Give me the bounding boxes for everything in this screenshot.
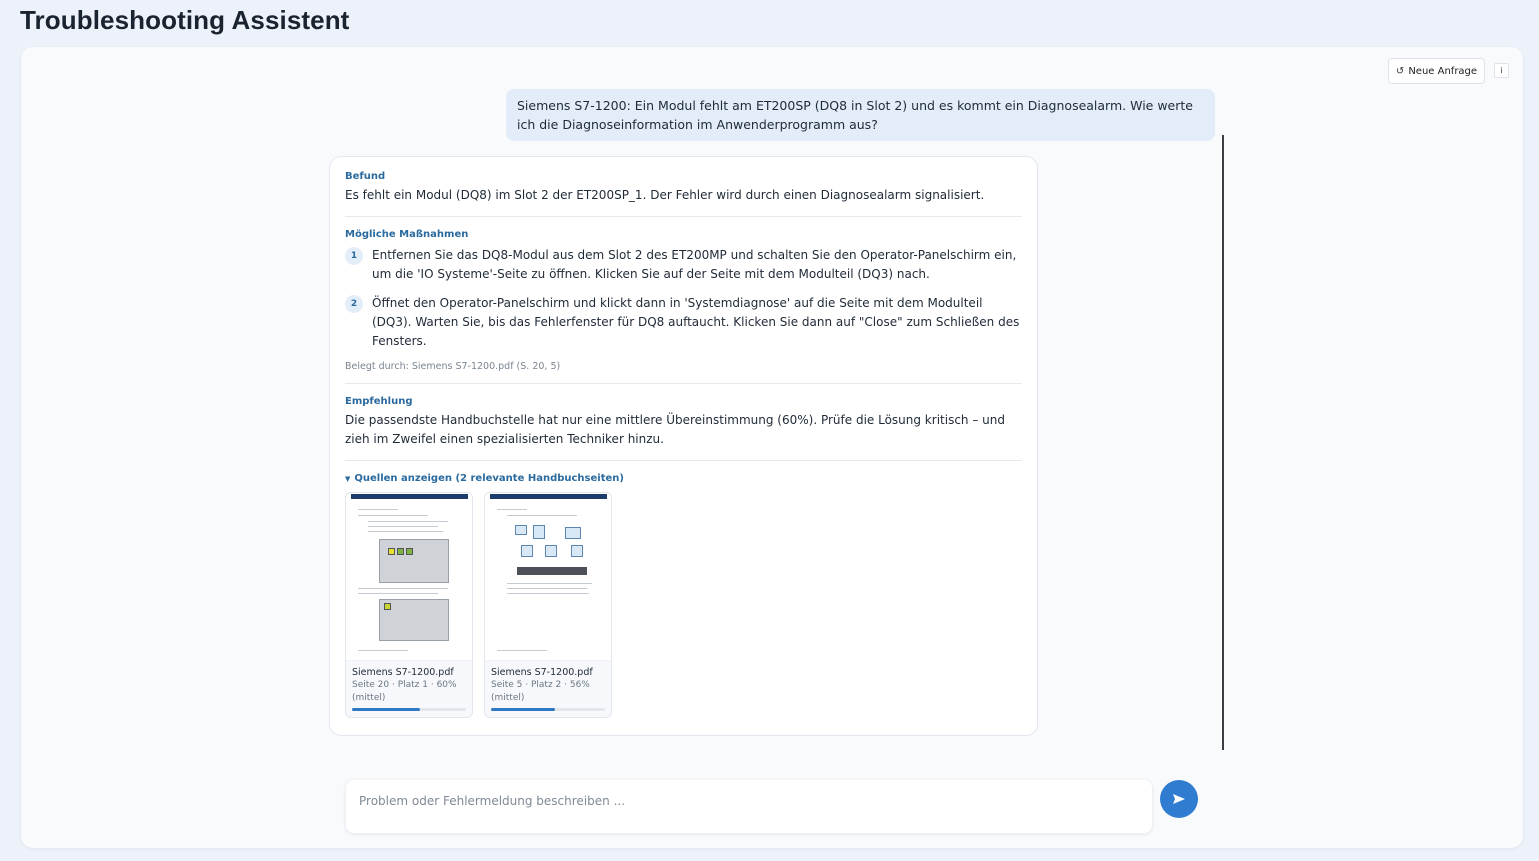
source-card[interactable] (345, 492, 473, 718)
refresh-icon: ↺ (1395, 65, 1405, 77)
evidence-note: Belegt durch: Siemens S7-1200.pdf (S. 20, 5) (345, 361, 561, 372)
page-title: Troubleshooting Assistent (20, 5, 350, 35)
answer-card (329, 156, 1038, 736)
source-file-name: Siemens S7-1200.pdf (491, 667, 593, 678)
finding-text: Es fehlt ein Modul (DQ8) im Slot 2 der ET200SP_1. Der Fehler wird durch einen Diagnosealarm signalisiert. (345, 188, 985, 202)
source-file-name: Siemens S7-1200.pdf (352, 667, 454, 678)
source-detail: Seite 5 · Platz 2 · 56% (mittel) (491, 680, 590, 703)
source-list (345, 492, 1022, 718)
finding-label: Befund (345, 171, 386, 182)
action-step (345, 294, 1022, 351)
step-text: Öffnet den Operator-Panelschirm und klickt dann in 'Systemdiagnose' auf die Seite mit dem Modulteil (DQ3). Warten Sie, bis das Fehlerfenster für DQ8 auftaucht. Klicken Sie dann auf "Close" zum Schließen des Fensters. (372, 296, 1020, 348)
page-thumbnail (346, 493, 472, 661)
send-button[interactable] (1160, 780, 1198, 818)
recommendation-text: Die passendste Handbuchstelle hat nur eine mittlere Übereinstimmung (60%). Prüfe die Lösung kritisch – und zieh im Zweifel einen spezialisierten Techniker hinzu. (345, 413, 1005, 446)
step-number-badge: 2 (345, 295, 363, 313)
match-bar-fill (491, 708, 555, 711)
user-message: Siemens S7-1200: Ein Modul fehlt am ET200SP (DQ8 in Slot 2) und es kommt ein Diagnosealarm. Wie werte ich die Diagnoseinformation im Anwenderprogramm aus? (506, 89, 1215, 141)
source-detail: Seite 20 · Platz 1 · 60% (mittel) (352, 680, 457, 703)
recommendation-label: Empfehlung (345, 396, 413, 407)
divider (345, 216, 1022, 217)
scrollbar[interactable] (1222, 135, 1224, 750)
divider (345, 383, 1022, 384)
caret-down-icon: ▼ (345, 474, 351, 483)
new-request-label: Neue Anfrage (1408, 65, 1478, 77)
source-card[interactable] (484, 492, 612, 718)
match-bar-fill (352, 708, 420, 711)
page-thumbnail (485, 493, 611, 661)
divider (345, 460, 1022, 461)
new-request-button[interactable] (1388, 58, 1485, 84)
send-icon (1172, 793, 1186, 805)
actions-label: Mögliche Maßnahmen (345, 229, 469, 240)
action-step (345, 246, 1022, 284)
actions-list (345, 246, 1022, 351)
sources-toggle-label: Quellen anzeigen (2 relevante Handbuchseiten) (354, 473, 624, 484)
problem-input-box[interactable] (346, 780, 1152, 833)
match-bar (352, 708, 466, 711)
info-button[interactable]: i (1494, 63, 1509, 78)
match-bar (491, 708, 605, 711)
chat-panel (21, 47, 1523, 848)
step-text: Entfernen Sie das DQ8-Modul aus dem Slot 2 des ET200MP und schalten Sie den Operator-Panelschirm ein, um die 'IO Systeme'-Seite zu öffnen. Klicken Sie auf der Seite mit dem Modulteil (DQ3) nach. (372, 248, 1017, 281)
step-number-badge: 1 (345, 247, 363, 265)
problem-input[interactable] (359, 794, 1139, 808)
sources-toggle[interactable] (345, 473, 1022, 484)
